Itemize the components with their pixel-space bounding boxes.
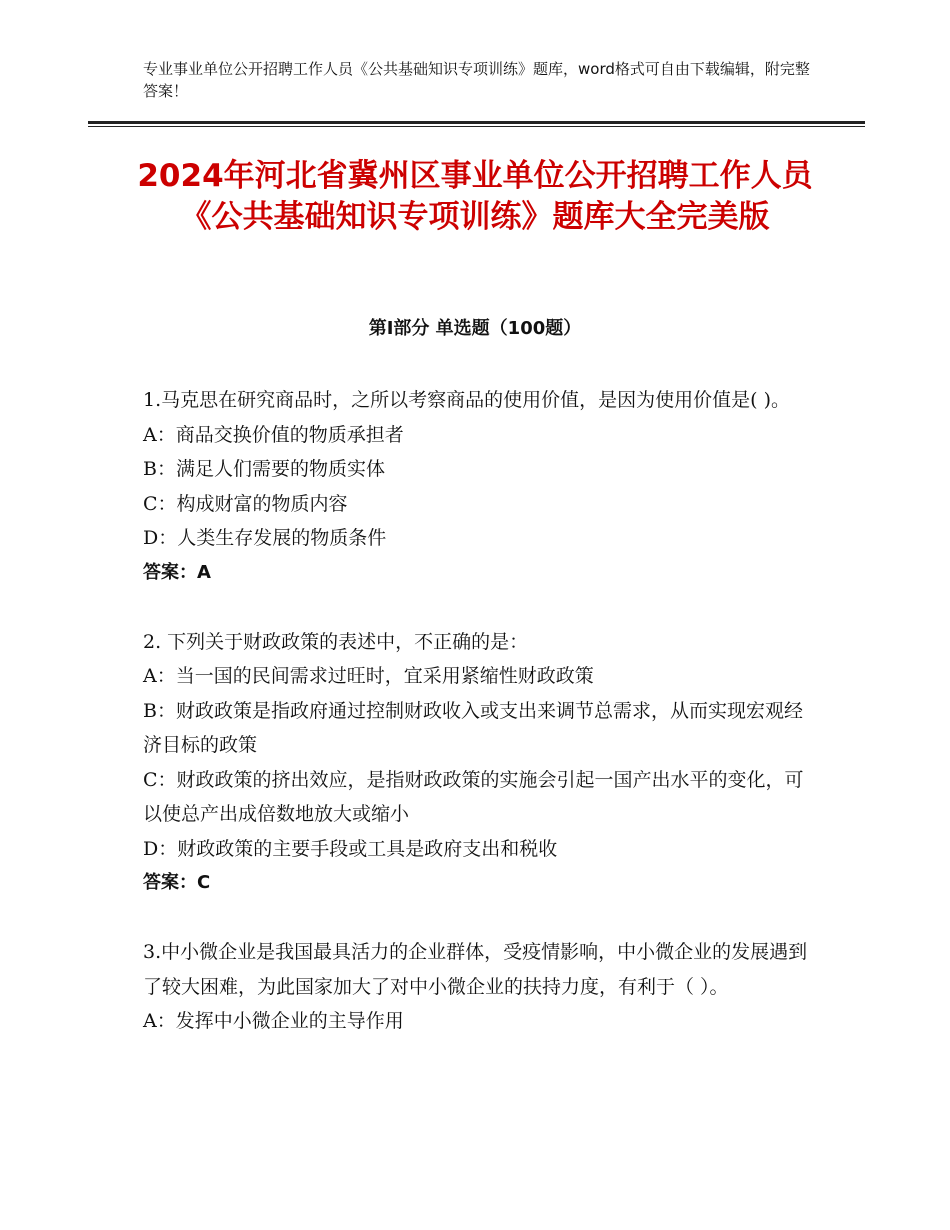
option-d: D：人类生存发展的物质条件 xyxy=(143,527,387,549)
header-divider xyxy=(88,121,865,124)
question-answer: 答案：A xyxy=(143,561,211,583)
option-d: D：财政政策的主要手段或工具是政府支出和税收 xyxy=(143,837,558,860)
option-a: A：商品交换价值的物质承担者 xyxy=(143,423,404,446)
header-note: 专业事业单位公开招聘工作人员《公共基础知识专项训练》题库，word格式可自由下载编辑，附完整答案！ xyxy=(143,60,810,100)
option-c: C：财政政策的挤出效应，是指财政政策的实施会引起一国产出水平的变化，可以使总产出成倍数地放大或缩小 xyxy=(143,768,804,825)
question-stem: 1.马克思在研究商品时，之所以考察商品的使用价值，是因为使用价值是( )。 xyxy=(143,389,790,411)
question-item xyxy=(143,625,815,901)
document-title: 2024年河北省冀州区事业单位公开招聘工作人员《公共基础知识专项训练》题库大全完美版 xyxy=(137,158,813,235)
question-stem: 2. 下列关于财政政策的表述中，不正确的是： xyxy=(143,630,529,653)
question-list xyxy=(143,383,815,1073)
option-a: A：当一国的民间需求过旺时，宜采用紧缩性财政政策 xyxy=(143,665,594,687)
section-title: 第Ⅰ部分 单选题（100题） xyxy=(368,318,582,339)
option-c: C：构成财富的物质内容 xyxy=(143,492,348,515)
option-a: A：发挥中小微企业的主导作用 xyxy=(143,1010,404,1032)
question-item xyxy=(143,383,815,590)
question-item xyxy=(143,935,815,1039)
option-b: B：财政政策是指政府通过控制财政收入或支出来调节总需求，从而实现宏观经济目标的政策 xyxy=(143,699,803,756)
option-b: B：满足人们需要的物质实体 xyxy=(143,458,385,480)
question-answer: 答案：C xyxy=(143,872,211,893)
question-stem: 3.中小微企业是我国最具活力的企业群体，受疫情影响，中小微企业的发展遇到了较大困难，为此国家加大了对中小微企业的扶持力度，有利于（ ）。 xyxy=(143,941,808,998)
